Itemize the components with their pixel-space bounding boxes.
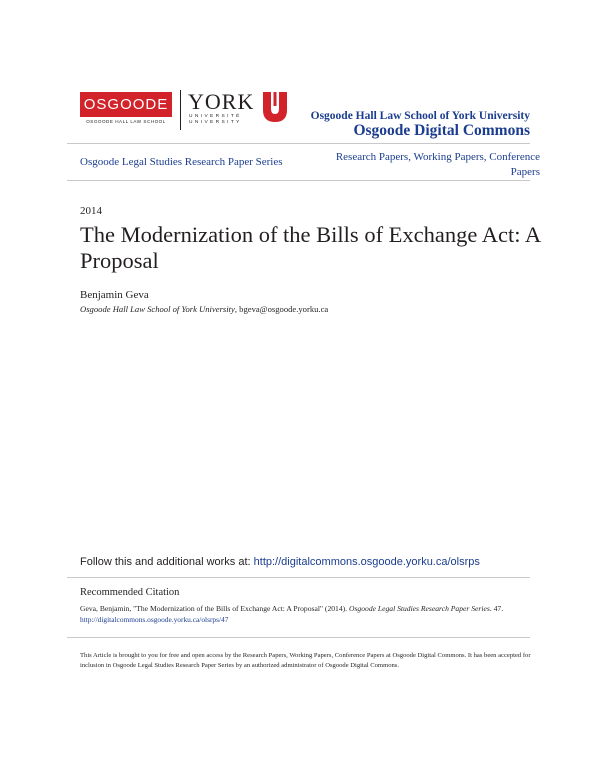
affiliation-name: Osgoode Hall Law School of York University: [80, 304, 235, 314]
osgoode-logo-subtitle: OSGOODE HALL LAW SCHOOL: [86, 119, 166, 124]
publication-year: 2014: [80, 205, 102, 217]
author-email: , bgeva@osgoode.yorku.ca: [234, 304, 329, 314]
repository-link[interactable]: Osgoode Digital Commons: [353, 122, 530, 139]
york-logo-subtitle: [189, 114, 242, 126]
logo-divider: [180, 90, 181, 130]
collection-link[interactable]: Research Papers, Working Papers, Conference Papers: [335, 151, 540, 178]
series-link[interactable]: Osgoode Legal Studies Research Paper Series: [80, 156, 283, 168]
follow-line: [80, 556, 480, 568]
notice-divider: [67, 637, 530, 638]
york-logo: [188, 90, 292, 134]
citation-end: . 47.: [489, 604, 504, 613]
citation-link[interactable]: [80, 615, 228, 624]
citation-heading: Recommended Citation: [80, 587, 180, 598]
follow-link[interactable]: http://digitalcommons.osgoode.yorku.ca/olsrps: [253, 556, 480, 568]
page-title: The Modernization of the Bills of Exchange Act: A Proposal: [80, 222, 540, 273]
header-divider: [67, 143, 530, 144]
follow-label: Follow this and additional works at:: [80, 556, 254, 568]
author-affiliation: [80, 304, 328, 314]
york-sub-line2: UNIVERSITY: [189, 120, 242, 125]
york-logo-wordmark: YORK: [188, 89, 255, 114]
series-divider: [67, 180, 530, 181]
citation-divider: [67, 577, 530, 578]
osgoode-logo: [80, 92, 172, 126]
york-u-icon: [260, 92, 290, 122]
citation-text: [80, 603, 540, 614]
institution-link[interactable]: Osgoode Hall Law School of York University: [310, 110, 530, 122]
access-notice: This Article is brought to you for free and open access by the Research Papers, Working Papers, Conference Papers at Osgoode Digital Commons. It has been accepted for inclusion in Osgoode Legal Studies Research Paper Series by an authorized administrator of Osgoode Digital Commons.: [80, 652, 531, 669]
citation-series: Osgoode Legal Studies Research Paper Series: [348, 604, 490, 613]
osgoode-logo-wordmark: OSGOODE: [80, 92, 172, 117]
author-name: Benjamin Geva: [80, 289, 149, 301]
citation-url[interactable]: http://digitalcommons.osgoode.yorku.ca/olsrps/47: [80, 615, 229, 624]
citation-plain: Geva, Benjamin, "The Modernization of the Bills of Exchange Act: A Proposal" (2014).: [80, 604, 349, 613]
york-sub-line1: UNIVERSITÉ: [189, 114, 242, 119]
